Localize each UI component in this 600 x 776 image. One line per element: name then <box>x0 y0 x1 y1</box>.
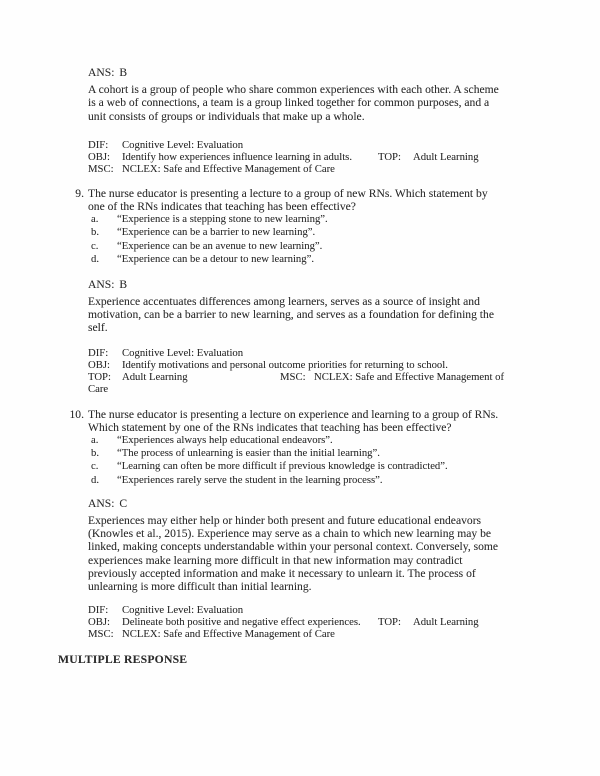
rationale-line: unlearning is more difficult than initial learning. <box>88 579 312 593</box>
msc-continuation-line: Care <box>88 382 109 395</box>
msc-text: NCLEX: Safe and Effective Management of Care <box>122 162 335 175</box>
answer-block-9 <box>88 278 518 335</box>
top-text: Adult Learning <box>413 616 479 629</box>
dif-text: Cognitive Level: Evaluation <box>122 138 244 151</box>
option-text: “The process of unlearning is easier than the initial learning”. <box>117 447 380 460</box>
rationale-line: previously accepted information and make it necessary to unlearn it. The process of <box>88 566 476 580</box>
option-row <box>88 460 518 473</box>
answer-line <box>88 278 518 291</box>
option-text: “Experience can be a barrier to new learning”. <box>117 226 316 239</box>
dif-label: DIF: <box>88 138 109 151</box>
obj-label: OBJ: <box>88 616 110 629</box>
obj-text: Delineate both positive and negative effect experiences. <box>122 616 361 629</box>
question-stem-line: Which statement by one of the RNs indicates that teaching has been effective? <box>88 420 452 434</box>
msc-label: MSC: <box>280 370 306 383</box>
rationale-line: is a web of connections, a team is a group linked together for common purposes, and a <box>88 96 490 110</box>
meta-row-obj-top <box>88 616 518 628</box>
option-row <box>88 240 518 253</box>
option-letter: b. <box>91 447 100 460</box>
option-letter: c. <box>91 460 99 473</box>
option-letter: b. <box>91 226 100 239</box>
dif-text: Cognitive Level: Evaluation <box>122 604 244 617</box>
answer-line <box>88 66 518 79</box>
option-text: “Experience is a stepping stone to new learning”. <box>117 213 328 226</box>
option-letter: a. <box>91 434 99 446</box>
question-stem-line <box>69 407 518 421</box>
rationale-line: A cohort is a group of people who share common experiences with each other. A scheme <box>88 83 499 97</box>
option-row <box>88 434 518 447</box>
option-row <box>88 447 518 460</box>
question-stem-text: The nurse educator is presenting a lecture to a group of new RNs. Which statement by <box>88 186 488 200</box>
rationale-line: self. <box>88 321 108 335</box>
option-text: “Experience can be an avenue to new learning”. <box>117 239 323 252</box>
option-letter: d. <box>91 473 100 486</box>
answer-letter: B <box>119 277 128 291</box>
rationale-line: Experiences may either help or hinder both present and future educational endeavors <box>88 513 482 527</box>
obj-text: Identify motivations and personal outcome priorities for returning to school. <box>122 358 448 371</box>
question-stem-text: The nurse educator is presenting a lecture on experience and learning to a group of RNs. <box>88 407 499 421</box>
meta-row-obj-top <box>88 151 518 163</box>
top-label: TOP: <box>88 370 111 383</box>
answer-label: ANS: <box>88 496 115 510</box>
answer-block-10 <box>88 497 518 593</box>
answer-block-8 <box>88 66 518 123</box>
top-label: TOP: <box>378 150 401 163</box>
meta-row-dif <box>88 347 518 359</box>
dif-label: DIF: <box>88 346 109 359</box>
question-9 <box>75 186 518 266</box>
meta-row-dif <box>88 604 518 616</box>
section-heading: MULTIPLE RESPONSE <box>58 653 188 667</box>
rationale-line: motivation, can be a barrier to new learning, and serves as a foundation for defining the <box>88 308 494 322</box>
rationale-line: unit consists of groups or individuals that make up a whole. <box>88 109 365 123</box>
option-text: “Learning can often be more difficult if previous knowledge is contradicted”. <box>117 460 448 473</box>
option-letter: c. <box>91 239 99 252</box>
answer-label: ANS: <box>88 277 115 291</box>
question-number: 10. <box>69 407 84 421</box>
top-text: Adult Learning <box>413 150 479 163</box>
option-text: “Experience can be a detour to new learning”. <box>117 252 315 265</box>
question-stem-line: one of the RNs indicates that teaching has been effective? <box>88 199 356 213</box>
top-text: Adult Learning <box>122 370 188 383</box>
question-stem-line <box>75 186 518 200</box>
option-row <box>88 253 518 266</box>
meta-row-obj <box>88 359 518 371</box>
meta-block-9 <box>88 347 518 395</box>
option-row <box>88 213 518 226</box>
question-number: 9. <box>75 186 84 200</box>
rationale-line: experiences make learning more difficult in that new information may contradict <box>88 553 463 567</box>
option-letter: a. <box>91 213 99 226</box>
answer-label: ANS: <box>88 66 115 79</box>
obj-label: OBJ: <box>88 150 110 163</box>
msc-label: MSC: <box>88 628 114 641</box>
msc-label: MSC: <box>88 162 114 175</box>
msc-text: NCLEX: Safe and Effective Management of <box>314 370 505 383</box>
answer-letter: B <box>119 66 128 79</box>
dif-label: DIF: <box>88 604 109 617</box>
option-row <box>88 474 518 487</box>
rationale-line: Experience accentuates differences among learners, serves as a source of insight and <box>88 295 480 309</box>
option-text: “Experiences always help educational endeavors”. <box>117 434 333 446</box>
meta-row-msc <box>88 163 518 175</box>
meta-block-10 <box>88 604 518 640</box>
page-content <box>58 66 518 667</box>
meta-row-top-msc <box>88 371 518 383</box>
meta-row-msc <box>88 628 518 640</box>
dif-text: Cognitive Level: Evaluation <box>122 346 244 359</box>
meta-row-dif <box>88 139 518 151</box>
option-letter: d. <box>91 252 100 265</box>
question-10 <box>69 407 518 487</box>
msc-text: NCLEX: Safe and Effective Management of Care <box>122 628 335 641</box>
answer-line <box>88 497 518 510</box>
rationale-line: linked, making concepts understandable within your personal context. Conversely, some <box>88 540 499 554</box>
obj-label: OBJ: <box>88 358 110 371</box>
rationale-line: (Knowles et al., 2015). Experience may serve as a chain to which new learning may be <box>88 527 492 541</box>
top-label: TOP: <box>378 616 401 629</box>
option-text: “Experiences rarely serve the student in the learning process”. <box>117 473 383 486</box>
obj-text: Identify how experiences influence learning in adults. <box>122 150 352 163</box>
answer-letter: C <box>119 496 128 510</box>
meta-block-8 <box>88 139 518 175</box>
option-row <box>88 226 518 239</box>
